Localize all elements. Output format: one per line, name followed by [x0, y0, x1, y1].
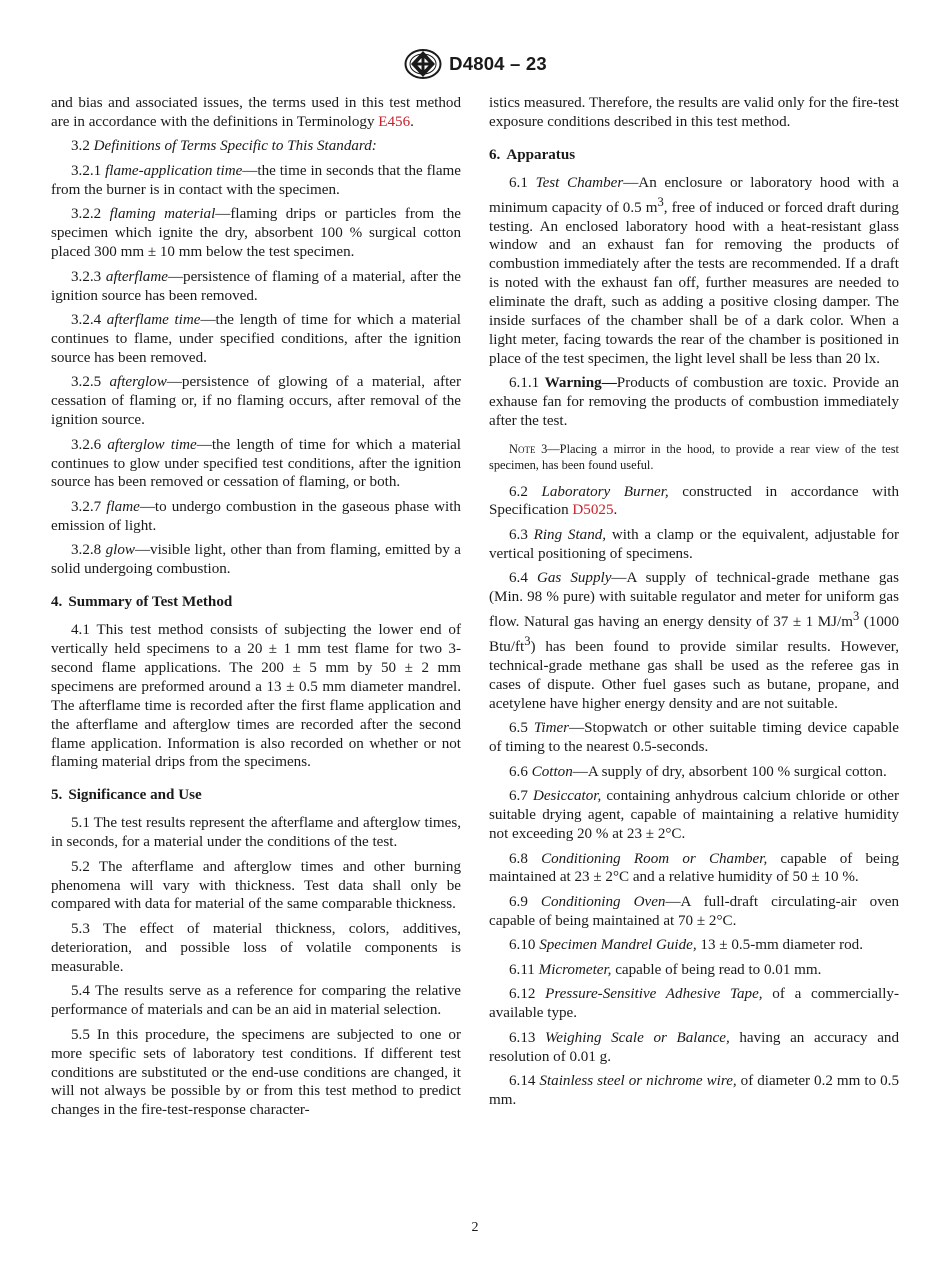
link-d5025[interactable]: D5025 [572, 502, 614, 519]
standard-designation: D4804 – 23 [449, 53, 547, 74]
section-5-5: 5.5 In this procedure, the specimens are subjected to one or more specific sets of laboratory test conditions. If different test conditions are substituted or the end-use conditions are changed, it will not always be possible by or from this test method to predict changes in the fire-test-response character- [51, 1026, 461, 1119]
heading-section-4: 4. Summary of Test Method [51, 594, 233, 611]
astm-logo-icon [403, 48, 443, 80]
section-6-3: 6.3 Ring Stand, with a clamp or the equivalent, adjustable for vertical positioning of specimens. [489, 526, 900, 562]
section-3-2-8: 3.2.8 glow—visible light, other than from flaming, emitted by a solid undergoing combustion. [51, 542, 461, 578]
section-3-2-6: 3.2.6 afterglow time—the length of time for which a material continues to glow under specified test conditions, after the ignition source has been removed or cessation of flaming, or both. [51, 436, 461, 491]
section-6-1-1: 6.1.1 Warning—Products of combustion are toxic. Provide an exhause fan for removing the products of combustion immediately after the test. [489, 375, 899, 430]
section-3-2-1: 3.2.1 flame-application time—the time in seconds that the flame from the burner is in contact with the specimen. [51, 162, 461, 198]
section-6-9: 6.9 Conditioning Oven—A full-draft circulating-air oven capable of being maintained at 70 ± 2°C. [489, 893, 899, 929]
section-3-2-4: 3.2.4 afterflame time—the length of time for which a material continues to flame, under specified conditions, after the ignition source has been removed. [51, 312, 461, 366]
section-6-10: 6.10 Specimen Mandrel Guide, 13 ± 0.5-mm diameter rod. [509, 937, 863, 954]
section-5-2: 5.2 The afterflame and afterglow times and other burning phenomena will vary with thickness. Test data shall only be compared with data for material of the same comparable thickness. [51, 858, 461, 913]
section-3-2-3: 3.2.3 afterflame—persistence of flaming of a material, after the ignition source has been removed. [51, 268, 462, 304]
section-6-13: 6.13 Weighing Scale or Balance, having an accuracy and resolution of 0.01 g. [489, 1029, 899, 1065]
section-5-1: 5.1 The test results represent the afterflame and afterglow times, in seconds, for a material under the conditions of the test. [51, 815, 461, 851]
link-e456[interactable]: E456 [378, 113, 411, 130]
section-5-4: 5.4 The results serve as a reference for comparing the relative performance of materials and can be an aid in material selection. [51, 983, 461, 1019]
section-6-4: 6.4 Gas Supply—A supply of technical-grade methane gas (Min. 98 % pure) with suitable regulator and meter for uniform gas flow. Natural gas having an energy density of 37 ± 1 $MJ/m^3$ (1000 Btu/$ft^3$) has been found to provide similar results. However, technical-grade methane gas shall be used as the referee gas in cases of dispute. Other fuel gases such as butane, propane, and acetylene have higher energy density and are not suitable. [489, 570, 899, 712]
heading-section-5: 5. Significance and Use [51, 787, 202, 804]
section-6-11: 6.11 Micrometer, capable of being read to 0.01 mm. [509, 961, 822, 978]
page-header [0, 48, 950, 85]
section-6-1: 6.1 Test Chamber—An enclosure or laboratory hood with a minimum capacity of 0.5 $m^3$, free of induced or forced draft during testing. An enclosed laboratory hood with a heat-resistant glass window and an exhaust fan for removing the products of combustion immediately after the tests are recommended. If a draft is noted with the exhaust fan off, further measures are needed to eliminate the draft, such as adding a positive closing damper. The inside surfaces of the chamber shall be of a dark color. When a light meter, facing towards the rear of the chamber is positioned in place of the test specimen, the light level shall be less than 20 lx. [489, 174, 899, 367]
section-3-2-2: 3.2.2 flaming material—flaming drips or particles from the specimen which ignite the dry, absorbent 100 % surgical cotton placed 300 mm ± 10 mm below the test specimen. [51, 206, 462, 261]
paragraph: and bias and associated issues, the terms used in this test method are in accordance with the definitions in Terminology E456. [51, 95, 461, 130]
left-column [51, 94, 461, 1126]
section-3-2-5: 3.2.5 afterglow—persistence of glowing of a material, after cessation of flaming or, if no flaming occurs, after removal of the ignition source. [51, 374, 461, 429]
section-5-3: 5.3 The effect of material thickness, colors, additives, deterioration, and possible loss of volatile components is measurable. [51, 920, 461, 975]
section-6-5: 6.5 Timer—Stopwatch or other suitable timing device capable of timing to the nearest 0.5-seconds. [489, 720, 900, 756]
right-column [489, 94, 899, 1116]
section-6-7: 6.7 Desiccator, containing anhydrous calcium chloride or other suitable drying agent, capable of maintaining a relative humidity not exceeding 20 % at 23 ± 2°C. [489, 788, 900, 843]
section-6-14: 6.14 Stainless steel or nichrome wire, of diameter 0.2 mm to 0.5 mm. [489, 1073, 900, 1109]
paragraph: istics measured. Therefore, the results are valid only for the fire-test exposure conditions described in this test method. [489, 95, 899, 130]
section-4-1: 4.1 This test method consists of subjecting the lower end of vertically held specimens to a 20 ± 1 mm test flame for two 3-second flame applications. The 200 ± 5 mm by 50 ± 2 mm specimens are preformed around a 13 ± 0.5 mm diameter mandrel. The afterflame time is recorded after the first flame application and the afterflame and afterglow times are recorded after the second flame application. Information is also recorded on whether or not flaming material drips from the specimens. [51, 622, 461, 771]
section-6-6: 6.6 Cotton—A supply of dry, absorbent 100 % surgical cotton. [509, 763, 887, 780]
heading-section-6: 6. Apparatus [489, 146, 576, 163]
section-6-12: 6.12 Pressure-Sensitive Adhesive Tape, of a commercially-available type. [489, 986, 900, 1022]
section-6-2: 6.2 Laboratory Burner, constructed in accordance with Specification D5025. [489, 483, 900, 519]
section-3-2-7: 3.2.7 flame—to undergo combustion in the gaseous phase with emission of light. [51, 498, 461, 534]
page-number: 2 [471, 1220, 479, 1235]
section-6-8: 6.8 Conditioning Room or Chamber, capable of being maintained at 23 ± 2°C and a relative humidity of 50 ± 10 %. [489, 850, 900, 886]
note-3: Note 3—Placing a mirror in the hood, to provide a rear view of the test specimen, has been found useful. [489, 442, 899, 473]
section-3-2: 3.2 Definitions of Terms Specific to This Standard: [71, 138, 377, 155]
